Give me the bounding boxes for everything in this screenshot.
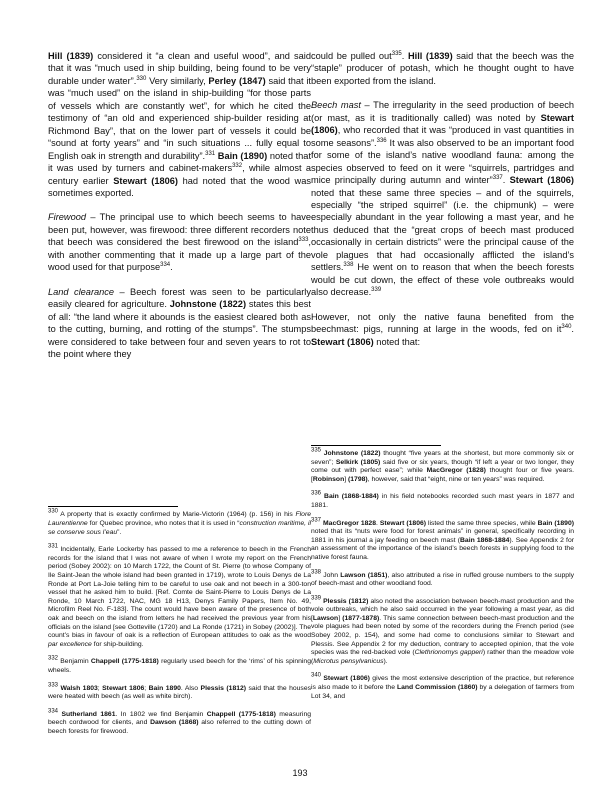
text-run: thought four or five years. [ (311, 467, 574, 483)
text-run: Stewart (1806) (311, 336, 374, 347)
footnote-ref: 337 (311, 517, 322, 524)
column-gap (311, 360, 574, 445)
footnote (311, 595, 575, 667)
footnote-ref: 333 (48, 682, 59, 689)
footnote-ref: 340 (311, 673, 322, 680)
text-run: Stewart (1806) (323, 675, 370, 683)
paragraph (311, 50, 574, 87)
footnote-ref: 338 (343, 262, 354, 269)
text-run: MacGregor 1828 (323, 519, 376, 527)
paragraph (311, 99, 574, 298)
text-run: said that the beech was the “staple” producer of potash, which he thought ought to have been exported from the island. (311, 51, 575, 86)
footnote (48, 658, 311, 675)
text-run: ] (338, 614, 343, 622)
text-run: Selkirk (1805) (335, 458, 381, 466)
text-run: noted that it was used by turners and cabinet-makers (48, 150, 312, 174)
text-run: . In 1802 we find Benjamin (115, 710, 207, 718)
footnote (48, 682, 312, 702)
text-run: Walsh 1803 (60, 684, 98, 692)
text-run: noted that: (373, 336, 421, 347)
text-run: Hill (1839) (48, 51, 94, 61)
text-run: for ship-building. (91, 640, 144, 648)
text-run: Bain 1890 (148, 684, 181, 692)
text-run: Bain (1890) (537, 519, 575, 527)
text-run: ”. (117, 528, 122, 536)
text-run: states this best of all: “the land where it abounds is the easiest cleared both as to the cutting, burning, and rotting of the stumps”. The stumps were considered to take between four and seven years to rot to the point where they (48, 299, 311, 359)
text-run: considered it “a clean and useful wood”, and said that it was “much used in ship building, being found to be very durable under water”. (48, 51, 311, 86)
text-run: It was also observed to be an important food for some of the island’s native woodland fauna: among the species observed to feed on it were “squirrels, partridges and mice principally during autumn and winter” (311, 137, 575, 186)
paragraph (48, 211, 311, 273)
text-run: Johnstone (1822) (323, 449, 381, 457)
text-run: also referred to the cutting down of beech forests for firewood. (48, 719, 312, 735)
footnote-ref: 335 (391, 50, 402, 57)
text-run: . (401, 51, 408, 61)
footnote (311, 517, 575, 563)
footnote (311, 447, 574, 484)
footnote-ref: 339 (371, 287, 382, 294)
footnote-ref: 330 (48, 509, 59, 516)
footnotes (311, 447, 575, 701)
footnote-ref: 334 (48, 708, 59, 715)
text-run: Lawson (312, 614, 339, 622)
footnote-ref: 340 (561, 323, 572, 330)
text-run: . (571, 324, 574, 335)
text-run: Bain (1868-1884) (324, 493, 379, 501)
text-run: (1877-1878) (342, 614, 380, 622)
paragraph (48, 286, 311, 361)
text-run: noted that these same three species – and of the squirrels, especially “the striped squirrel” (i.e. the chipmunk) – were especially abundant in the year following a mast year, and he thus deduced that the “great crops of beech mast produced occasionally in certain districts” were the principal cause of the vole plagues that had occasionally afflicted the island’s settlers. (311, 187, 574, 273)
footnote (311, 493, 574, 510)
text-run: measuring beech cordwood for clients, and (48, 710, 311, 727)
footnote-ref: 336 (376, 137, 387, 144)
text-run: Lawson (1851) (340, 571, 388, 579)
text-run: ) rather than the meadow vole ( (311, 649, 574, 665)
footnote (48, 511, 311, 537)
footnote-ref: 331 (205, 150, 216, 157)
column-gap (48, 372, 311, 506)
footnote (311, 675, 574, 701)
text-run: – The irregularity in the seed production of beech (or mast, as it is traditionally called) was noted by (311, 100, 574, 123)
text-run: Stewart (1806) (379, 519, 427, 527)
text-run: construction maritime, il se conserve sous l’eau (48, 520, 311, 536)
footnote-ref: 332 (232, 163, 243, 169)
text-run: – Beech forest was seen to be particularly easily cleared for agriculture. (48, 286, 311, 310)
footnote-ref: 339 (311, 595, 322, 602)
text-run: gives the most extensive description of the practice, but reference is also made to it before the (311, 675, 575, 692)
text-run: Robinson (312, 475, 345, 483)
text-run: said that it was “much used” on the island in ship-building “for those parts of vessels which are constantly wet”, for which he cited the testimony of “an old and experienced ship-builder residing at Richmond Bay”, that on the lower part of vessels it could be “sound at forty years” and “in such situations ... fully equal to English oak in strength and durability”. (48, 75, 311, 161)
text-run: ). See Appendix 2 for an assessment of the importance of the island’s beech forests in supplying food to the native forest fauna. (311, 536, 574, 561)
text-run: MacGregor (1828) (426, 467, 486, 475)
text-run: John (321, 571, 341, 579)
paragraph (48, 50, 311, 199)
footnote-ref: 337 (492, 175, 503, 181)
text-run: Clethrionomys gapperi (414, 649, 483, 657)
text-run: in his field notebooks recorded such mast years in 1877 and 1881. (311, 493, 575, 509)
text-run: . (375, 519, 380, 527)
footnote-ref: 336 (311, 491, 322, 498)
text-run: Stewart 1806 (102, 684, 145, 692)
text-run: However, not only the native fauna benefited from the beechmast: pigs, running at large in the woods, fed on it (311, 311, 574, 335)
text-run: . (502, 175, 510, 186)
text-run: Stewart (1806) (311, 112, 574, 136)
footnote-ref: 333 (298, 237, 309, 244)
text-run: , who recorded that it was “produced in vast quantities in some seasons”. (311, 125, 574, 148)
text-run: Johnstone (1822) (169, 299, 247, 310)
text-run: Stewart (1806) (113, 175, 178, 186)
right-column (311, 50, 574, 710)
footnote (48, 543, 311, 649)
text-run: Stewart (1806) (509, 175, 575, 186)
text-run: , also attributed a rise in ruffed grouse numbers to the supply of beech-mast and other woodland food. (311, 571, 574, 588)
footnote-ref: 335 (311, 447, 322, 454)
text-run: . This same connection between beech-mast production and the vole plagues had been noted by some of the recorders during the French period (see Sobey 2002, p. 154), and some had come to conclusions similar to Stewart and Plessis. See Appendix 2 for my deduction, contrary to accepted opinion, that the vole species was the red-backed vole ( (311, 614, 575, 657)
text-run: ] (344, 475, 349, 483)
footnote-rule (48, 506, 178, 507)
text-run: He went on to reason that when the beech forests would be cut down, the effect of these vole outbreaks would also decrease. (311, 262, 574, 298)
text-run: . (170, 262, 173, 273)
text-run: Benjamin (58, 658, 91, 666)
text-run: regularly used beech for the ‘rims’ of his spinning wheels. (48, 658, 311, 674)
text-run: Chappell (1775-1818) (90, 658, 159, 666)
text-run: had noted that the wood was sometimes exported. (48, 175, 311, 198)
footnote-ref: 332 (48, 656, 59, 663)
text-run: Chappell (1775-1818) (206, 710, 276, 718)
text-run: thought “five years at the shortest, but more commonly six or seven”; (311, 449, 574, 466)
text-run: said that the houses were heated with beech (as well as white birch). (48, 684, 312, 701)
text-run: Plessis (1812) (323, 597, 369, 605)
text-run: said five or six years, though “if left a year or two longer, they come out with perfect ease”; while (311, 458, 574, 475)
footnote-rule (311, 445, 441, 446)
text-run: Bain (1890) (217, 150, 268, 161)
text-run: Flore Laurentienne (48, 511, 311, 528)
footnote (48, 708, 312, 737)
text-run: par excellence (48, 640, 92, 648)
left-column (48, 50, 311, 745)
text-run: Perley (1847) (208, 75, 266, 86)
text-run: Very similarly, (146, 75, 209, 86)
text-run: Plessis (1812) (200, 684, 247, 692)
body-text (311, 50, 574, 348)
body-text (48, 50, 311, 360)
text-run: A property that is exactly confirmed by Marie-Victorin (1964) (p. 156) in his (58, 511, 296, 519)
text-run: – The principal use to which beech seems to have been put, however, was firewood: three different recorders note that beech was considered the best firewood on the island (48, 212, 311, 248)
text-run: listed the same three species, while (426, 519, 538, 527)
text-run: Firewood (48, 212, 87, 223)
text-run: (1798) (348, 475, 368, 483)
text-run: ). (383, 657, 388, 665)
text-run: Land Commission (1860) (396, 684, 478, 692)
text-run: , with another commenting that it made up a large part of the wood used for that purpose (48, 237, 311, 273)
page-number: 193 (292, 768, 308, 778)
text-run: by a delegation of farmers from Lot 34, and (311, 684, 574, 700)
text-run: Sutherland 1861 (61, 710, 116, 718)
footnote-ref: 338 (311, 569, 322, 576)
text-run: noted that its “nuts were food for forest animals” in general, specifically recording in 1881 in his journal a jay feeding on beech mast ( (311, 528, 574, 544)
paragraph (311, 311, 574, 348)
footnote-ref: 330 (136, 75, 147, 82)
text-run: . Also (180, 684, 201, 692)
text-run: ; (97, 684, 103, 692)
text-run: also noted the association between beech-mast production and the vole outbreaks, which he also said occurred in the year following a mast year, as did [ (311, 597, 575, 622)
footnote-ref: 331 (48, 543, 59, 550)
text-run: Incidentally, Earle Lockerby has passed to me a reference to beech in the French records for the island that I was not aware of when I wrote my report on the French period (Sobey 2002): on 10 March 1722, the Count of St. Pierre (to whose Company of Ile Saint-Jean the whole island had been granted in 1719), wrote to Louis Denys de La Ronde at Port La-Joie telling him to be careful to use oak and not beech in a 300-ton vessel that he asked him to build. [Ref. Comte de Saint-Pierre to Louis Denys de La Ronde, 10 March 1722, NAC, MG 18 H13, Denys Family Papers, Item No. 49, Microfilm Reel No. F-183]. The count would have been aware of the presence of both oak and beech on the island from letters he had received the previous year from his officials on the island [see Gotteville (1720) and La Ronde (1721) in Sobey (2002)]. The count’s bias in favour of oak is a reflection of European attitudes to oak as the wood (48, 546, 311, 640)
footnote-ref: 334 (160, 262, 171, 269)
text-run: Microtus pensylvanicus (313, 657, 384, 665)
text-run: , while almost a century earlier (48, 163, 312, 186)
text-run: for Quebec province, who notes that it is used in “ (87, 520, 240, 528)
text-run: could be pulled out (311, 51, 392, 61)
text-run: , however, said that “eight, nine or ten years” was required. (367, 475, 545, 483)
text-run: ; (144, 684, 149, 692)
text-run: Beech mast (311, 100, 361, 111)
footnotes (48, 511, 311, 736)
text-run: Hill (1839) (407, 51, 453, 61)
text-run: Dawson (1868) (150, 719, 199, 727)
text-run: Land clearance (48, 286, 115, 297)
text-run: Bain 1868-1884 (460, 536, 510, 544)
footnote (311, 569, 574, 589)
